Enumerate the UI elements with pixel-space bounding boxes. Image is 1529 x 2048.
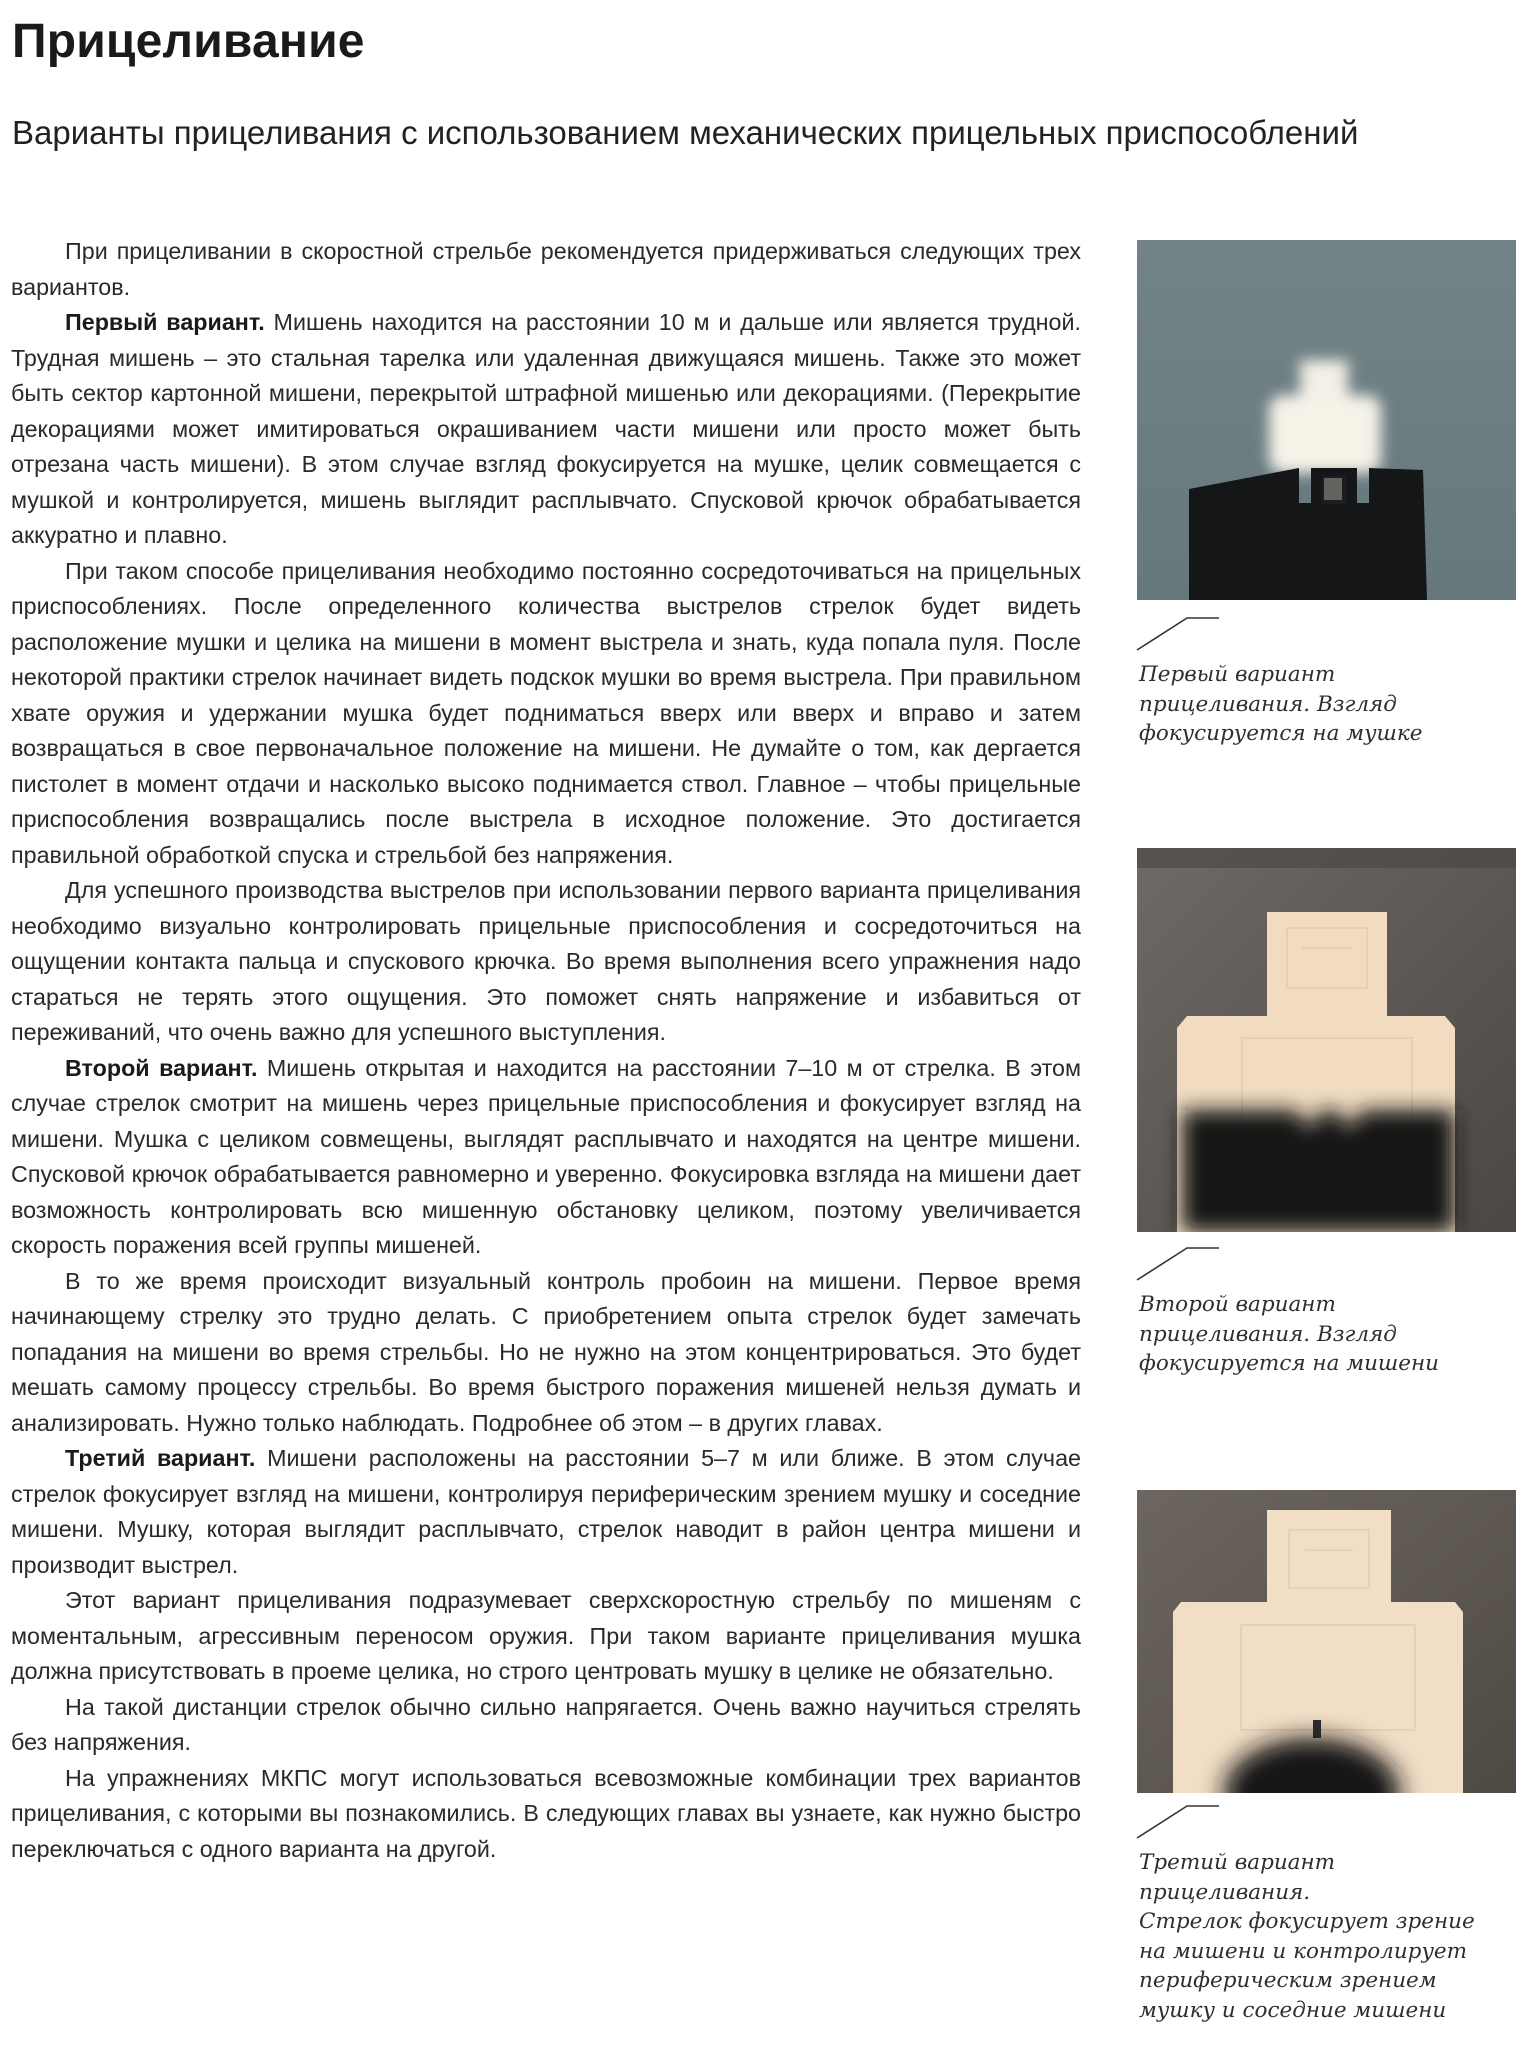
caption-variant-1 [1139, 660, 1519, 749]
paragraph-intro: При прицеливании в скоростной стрельбе рекомендуется придерживаться следующих трех вариантов. [11, 238, 1081, 300]
photo-variant-1 [1137, 240, 1516, 600]
paragraph-conclusion: На упражнениях МКПС могут использоваться всевозможные комбинации трех вариантов прицеливания, с которыми вы познакомились. В следующих главах вы узнаете, как нужно быстро переключаться с одного варианта на другой. [11, 1764, 1081, 1862]
caption-3-line: периферическим зрением [1139, 1968, 1437, 1993]
variant-2-text: Мишень открытая и находится на расстоянии 7–10 м от стрелка. В этом случае стрелок смотрит на мишень через прицельные приспособления и фокусирует взгляд на мишени. Мушка с целиком совмещены, выглядят расплывчато и находятся на центре мишени. Спусковой крючок обрабатывается равномерно и уверенно. Фокусировка взгляда на мишени дает возможность контролировать всю мишенную обстановку целиком, поэтому увеличивается скорость поражения всей группы мишеней. [11, 1054, 1081, 1258]
paragraph-variant-1-trigger: Для успешного производства выстрелов при использовании первого варианта прицеливания необходимо визуально контролировать прицельные приспособления и сосредоточиться на ощущении контакта пальца и спускового крючка. Во время выполнения всего упражнения надо стараться не терять этого ощущения. Это поможет снять напряжение и избавиться от переживаний, что очень важно для успешного выступления. [11, 877, 1081, 1045]
page-title: Прицеливание [12, 15, 365, 68]
caption-1-line: прицеливания. Взгляд [1139, 691, 1397, 717]
paragraph-variant-3-tension: На такой дистанции стрелок обычно сильно напрягается. Очень важно научиться стрелять без напряжения. [11, 1693, 1081, 1755]
caption-pointer-1 [1133, 616, 1223, 652]
paragraph-variant-3 [11, 1441, 1081, 1583]
caption-pointer-3 [1133, 1804, 1223, 1840]
variant-1-text: Мишень находится на расстоянии 10 м и дальше или является трудной. Трудная мишень – это стальная тарелка или удаленная движущаяся мишень. Также это может быть сектор картонной мишени, перекрытой штрафной мишенью или декорациями. (Перекрытие декорациями может имитироваться окрашиванием части мишени или просто может быть отрезана часть мишени). В этом случае взгляд фокусируется на мушке, целик совмещается с мушкой и контролируется, мишень выглядит расплывчато. Спусковой крючок обрабатывается аккуратно и плавно. [11, 309, 1081, 548]
caption-1-line: фокусируется на мушке [1139, 721, 1423, 746]
paragraph-variant-2 [11, 1051, 1081, 1264]
page-subtitle: Варианты прицеливания с использованием механических прицельных приспособлений [12, 114, 1359, 151]
paragraph-variant-1 [11, 305, 1081, 554]
caption-3-line: мушку и соседние мишени [1139, 1997, 1447, 2023]
variant-3-label: Третий вариант. [65, 1445, 256, 1471]
caption-1-line: Первый вариант [1139, 662, 1336, 687]
caption-2-line: Второй вариант [1139, 1292, 1336, 1317]
variant-3-text: Мишени расположены на расстоянии 5–7 м или ближе. В этом случае стрелок фокусирует взгляд на мишени, контролируя периферическим зрением мушку и соседние мишени. Мушку, которая выглядит расплывчато, стрелок наводит в район центра мишени и производит выстрел. [11, 1445, 1081, 1578]
variant-2-label: Второй вариант. [65, 1054, 258, 1081]
caption-pointer-2 [1133, 1246, 1223, 1282]
caption-variant-3 [1139, 1848, 1519, 2025]
variant-1-label: Первый вариант. [65, 309, 265, 335]
caption-2-line: прицеливания. Взгляд [1139, 1321, 1397, 1347]
photo-variant-2 [1137, 848, 1516, 1232]
article-body [11, 234, 1081, 1867]
caption-3-line: Третий вариант [1139, 1850, 1336, 1875]
paragraph-variant-1-focus: При таком способе прицеливания необходимо постоянно сосредоточиваться на прицельных приспособлениях. После определенного количества выстрелов стрелок будет видеть расположение мушки и целика на мишени в момент выстрела и знать, куда попала пуля. После некоторой практики стрелок начинает видеть подскок мушки во время выстрела. При правильном хвате оружия и удержании мушка будет подниматься вверх или вверх и вправо и затем возвращаться в свое первоначальное положение на мишени. Не думайте о том, как дергается пистолет в момент отдачи и насколько высоко поднимается ствол. Главное – чтобы прицельные приспособления возвращались после выстрела в исходное положение. Это достигается правильной обработкой спуска и стрельбой без напряжения. [11, 557, 1081, 868]
caption-3-line: прицеливания. [1139, 1879, 1311, 1905]
caption-2-line: фокусируется на мишени [1139, 1351, 1440, 1376]
caption-3-line: на мишени и контролирует [1139, 1938, 1468, 1964]
paragraph-variant-3-speed: Этот вариант прицеливания подразумевает сверхскоростную стрельбу по мишеням с моментальным, агрессивным переносом оружия. При таком варианте прицеливания мушка должна присутствовать в проеме целика, но строго центровать мушку в целике не обязательно. [11, 1587, 1081, 1684]
caption-3-line: Стрелок фокусирует зрение [1139, 1909, 1475, 1934]
photo-variant-3 [1137, 1490, 1516, 1793]
paragraph-variant-2-control: В то же время происходит визуальный контроль пробоин на мишени. Первое время начинающему стрелку это трудно делать. С приобретением опыта стрелок будет замечать попадания на мишени во время стрельбы. Но не нужно на этом концентрироваться. Это будет мешать самому процессу стрельбы. Во время быстрого поражения мишеней нельзя думать и анализировать. Нужно только наблюдать. Подробнее об этом – в других главах. [11, 1267, 1081, 1436]
caption-variant-2 [1139, 1290, 1519, 1379]
